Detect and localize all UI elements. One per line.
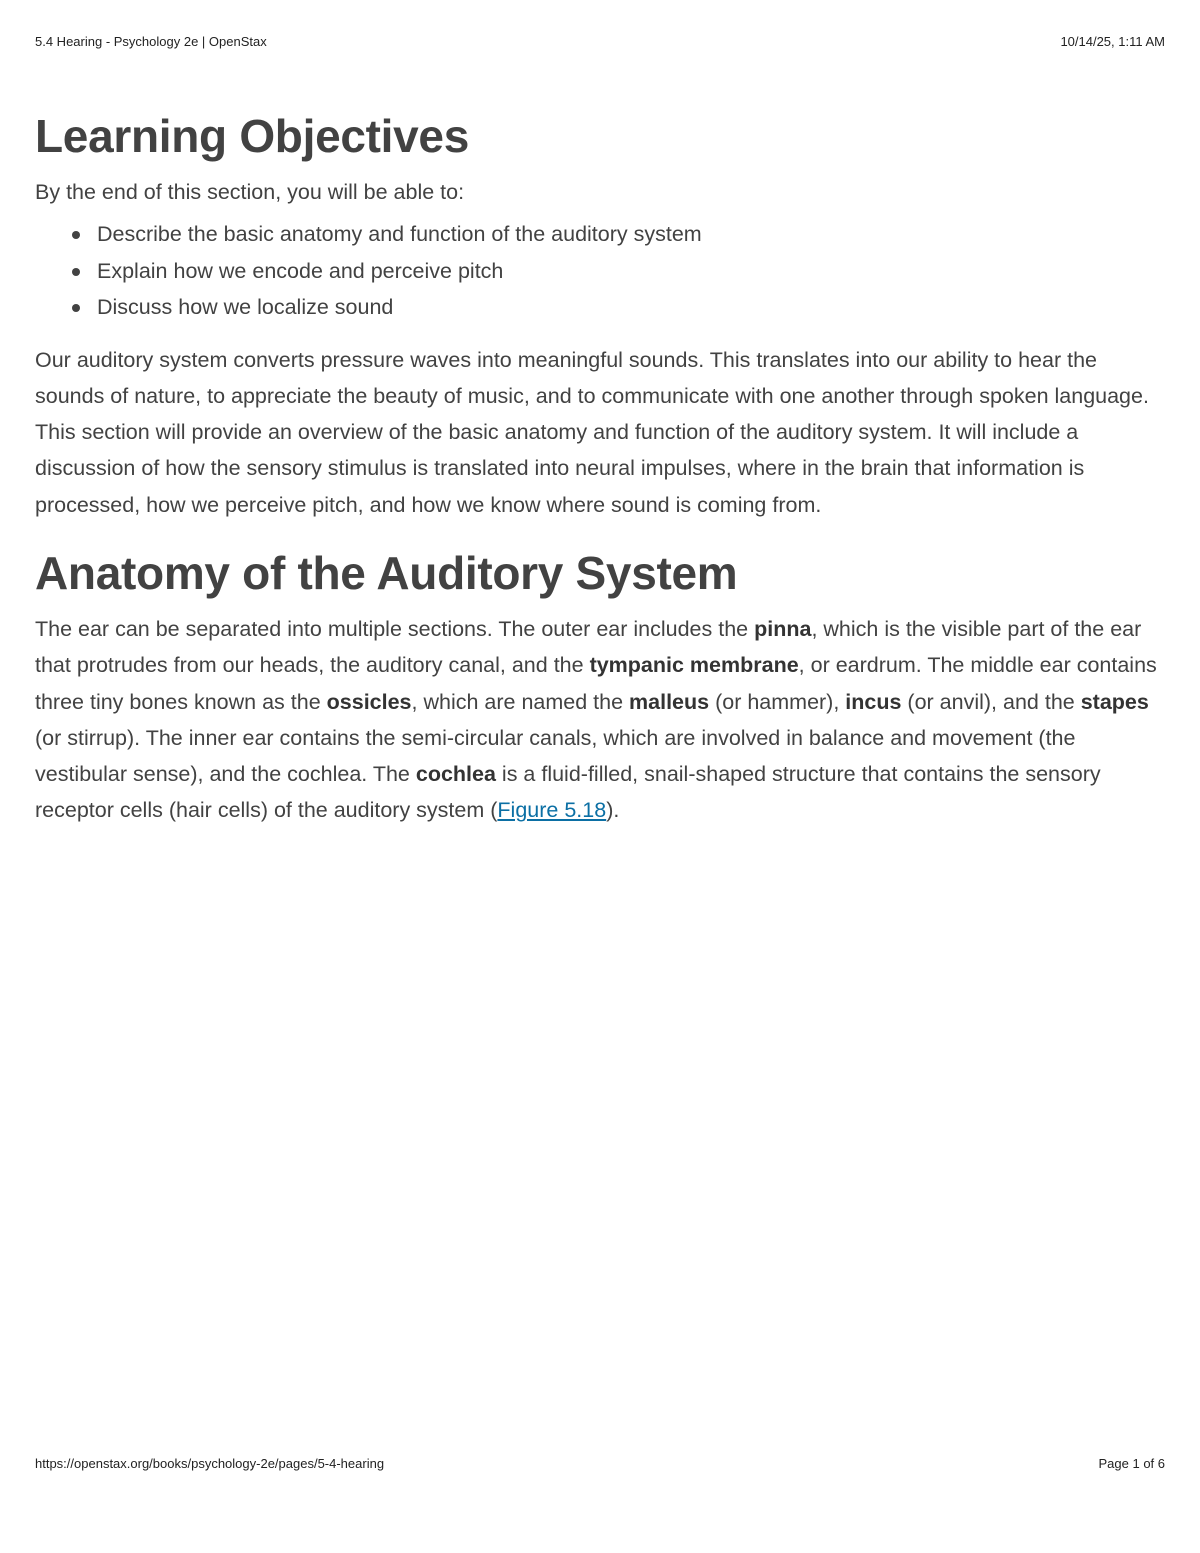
text-segment: (or stirrup). The inner ear contains the semi-circular canals, which are involved in balance and movement (the vestibular sense), and the cochlea. The xyxy=(35,725,1076,787)
objective-item: Explain how we encode and perceive pitch xyxy=(97,253,1165,290)
key-term-malleus: malleus xyxy=(629,689,710,714)
page-indicator: Page 1 of 6 xyxy=(1098,1456,1165,1471)
figure-5-18-link[interactable]: Figure 5.18 xyxy=(497,798,607,823)
key-term-tympanic-membrane: tympanic membrane xyxy=(589,653,799,678)
page-title: 5.4 Hearing - Psychology 2e | OpenStax xyxy=(35,34,267,49)
text-segment: (or anvil), and the xyxy=(901,689,1081,714)
anatomy-heading: Anatomy of the Auditory System xyxy=(35,546,738,599)
objectives-list xyxy=(35,216,1165,326)
objective-item: Describe the basic anatomy and function of the auditory system xyxy=(97,216,1165,253)
key-term-incus: incus xyxy=(845,689,902,714)
objective-item: Discuss how we localize sound xyxy=(97,289,1165,326)
print-footer xyxy=(35,1456,1165,1476)
print-header xyxy=(35,34,1165,54)
objectives-lead: By the end of this section, you will be able to: xyxy=(35,180,465,204)
text-segment: (or hammer), xyxy=(709,689,846,714)
key-term-cochlea: cochlea xyxy=(415,762,496,787)
text-segment: The ear can be separated into multiple sections. The outer ear includes the xyxy=(35,616,755,641)
text-segment: ). xyxy=(606,798,620,823)
text-segment: , or eardrum. The middle ear contains three tiny bones known as the xyxy=(35,653,1157,714)
anatomy-paragraph xyxy=(35,611,1165,829)
page-content xyxy=(35,108,1165,829)
print-datetime: 10/14/25, 1:11 AM xyxy=(1060,34,1165,49)
key-term-stapes: stapes xyxy=(1080,689,1149,714)
page-url: https://openstax.org/books/psychology-2e/pages/5-4-hearing xyxy=(35,1456,385,1471)
text-segment: is a fluid-filled, snail-shaped structure that contains the sensory receptor cells (hair cells) of the auditory system ( xyxy=(35,762,1101,823)
text-segment: , which are named the xyxy=(411,689,630,714)
learning-objectives-heading: Learning Objectives xyxy=(35,110,469,162)
key-term-pinna: pinna xyxy=(754,616,812,641)
text-segment: , which is the visible part of the ear that protrudes from our heads, the auditory canal, and the xyxy=(35,616,1142,678)
intro-paragraph: Our auditory system converts pressure waves into meaningful sounds. This translates into our ability to hear the sounds of nature, to appreciate the beauty of music, and to communicate with one another through spoken language. This section will provide an overview of the basic anatomy and function of the auditory system. It will include a discussion of how the sensory stimulus is translated into neural impulses, where in the brain that information is processed, how we perceive pitch, and how we know where sound is coming from. xyxy=(35,347,1149,517)
key-term-ossicles: ossicles xyxy=(326,689,412,714)
